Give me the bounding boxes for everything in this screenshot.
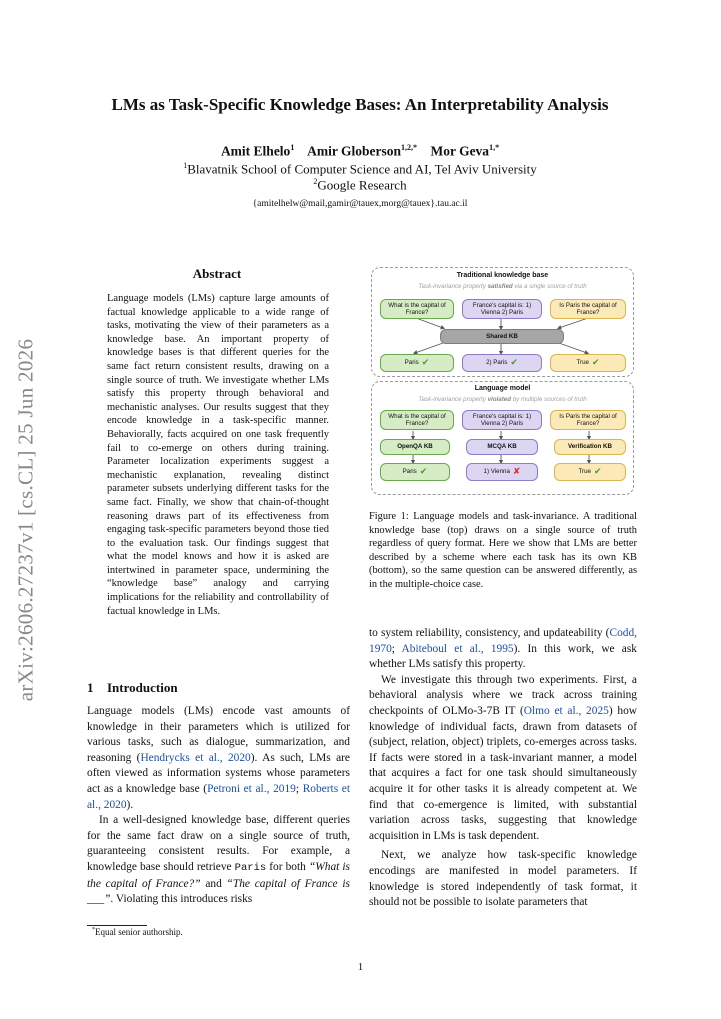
answer-box: True ✔	[550, 354, 626, 372]
mcqa-kb-box: MCQA KB	[466, 439, 538, 455]
author-emails: {amitelhelw@mail,gamir@tauex,morg@tauex}.tau.ac.il	[252, 199, 468, 209]
code-span: Paris	[234, 861, 267, 874]
shared-kb-box: Shared KB	[440, 329, 564, 344]
openqa-query-box: What is the capital of France?	[380, 410, 454, 430]
figure-caption: Figure 1: Language models and task-invariance. A traditional knowledge base (top) draws on a single source of truth regardless of query format. Here we show that LMs are better described by a scheme where each task has its own KB (bottom), so the same question can be answered differently, as in the multiple-choice case.	[369, 511, 637, 590]
author-affil-mark: 1,2,*	[400, 143, 417, 152]
paragraph: Language models (LMs) encode vast amounts of knowledge in their parameters which is utilized for various tasks, such as dialogue, summarization, and reasoning (Hendrycks et al., 2020). As such, LMs are often viewed as information systems whose parameters act as a knowledge base (Petroni et al., 2019; Roberts et al., 2020).	[87, 705, 350, 811]
citation-link[interactable]: Roberts et al., 2020	[87, 782, 350, 811]
check-icon: ✔	[421, 357, 430, 368]
abstract-heading: Abstract	[192, 266, 242, 281]
affiliation	[80, 161, 640, 177]
citation-link[interactable]: Codd, 1970	[369, 627, 637, 655]
check-icon: ✔	[593, 466, 602, 477]
author-name: Amit Elhelo	[220, 143, 291, 159]
footnote-rule	[87, 925, 147, 926]
answer-box: Paris ✔	[380, 463, 450, 481]
openqa-query-box: What is the capital of France?	[380, 299, 454, 319]
figure-1	[371, 267, 634, 495]
citation-link[interactable]: Abiteboul et al., 1995	[401, 642, 514, 655]
openqa-kb-box: OpenQA KB	[380, 439, 450, 455]
cross-icon: ✘	[512, 466, 521, 477]
answer-box: True ✔	[554, 463, 626, 481]
affil-mark: 1	[183, 161, 188, 170]
mcqa-query-box: France's capital is: 1) Vienna 2) Paris	[462, 410, 542, 430]
traditional-kb-panel	[371, 267, 634, 377]
citation-link[interactable]: Petroni et al., 2019	[207, 782, 296, 795]
footnote: *Equal senior authorship.	[92, 927, 183, 937]
author-list	[80, 143, 640, 160]
right-column-body	[369, 626, 637, 911]
affil-text: Google Research	[317, 177, 407, 193]
arxiv-stamp: arXiv:2606.27237v1 [cs.CL] 25 Jun 2026	[13, 338, 38, 702]
language-model-panel	[371, 381, 634, 495]
author-name: Mor Geva	[430, 143, 490, 159]
mcqa-query-box: France's capital is: 1) Vienna 2) Paris	[462, 299, 542, 319]
panel-subtitle: Task-invariance property violated by multiple sources of truth	[418, 396, 587, 403]
citation-link[interactable]: Hendrycks et al., 2020	[140, 751, 251, 764]
section-title: Introduction	[107, 680, 178, 695]
check-icon: ✔	[591, 357, 600, 368]
affiliation	[80, 177, 640, 193]
paper-title: LMs as Task-Specific Knowledge Bases: An Interpretability Analysis	[111, 95, 609, 114]
author-name: Amir Globerson	[307, 143, 401, 159]
affil-mark: 2	[313, 177, 318, 186]
verification-query-box: Is Paris the capital of France?	[550, 410, 626, 430]
answer-box: 2) Paris ✔	[462, 354, 542, 372]
panel-subtitle: Task-invariance property satisfied via a single source of truth	[418, 283, 587, 290]
answer-box: Paris ✔	[380, 354, 454, 372]
section-number: 1	[87, 680, 94, 695]
paragraph: to system reliability, consistency, and updateability (Codd, 1970; Abiteboul et al., 1995). In this work, we ask whether LMs satisfy this property.	[369, 627, 637, 671]
section-heading	[87, 680, 178, 696]
author-affil-mark: 1	[290, 143, 295, 152]
panel-title: Language model	[474, 385, 531, 392]
verification-query-box: Is Paris the capital of France?	[550, 299, 626, 319]
citation-link[interactable]: Olmo et al., 2025	[523, 704, 609, 717]
abstract-text: Language models (LMs) capture large amounts of factual knowledge applicable to a wide range of tasks, motivating the view of their parameters as a knowledge base. An important property of knowledge bases is that different queries for the same fact return consistent results, drawing on a single source of truth. We investigate whether LMs satisfy this property through behavioral and mechanistic analyses. Our results suggest that they encode knowledge in a task-specific manner. Behaviorally, facts acquired on one task frequently fail to co-emerge on others during training. Parameter localization experiments suggest a mechanistic explanation, revealing distinct parameter subsets underlying different tasks for the same fact. Finally, we show that chain-of-thought reasoning draws part of its effectiveness from engaging task-specific parameters beyond those tied to the evaluation task. Our findings suggest that what the model knows and how it is asked are intertwined in parameter space, undermining the “knowledge base” analogy and carrying implications for the reliability and controllability of factual knowledge in LMs.	[107, 293, 329, 617]
page-number: 1	[357, 961, 364, 973]
paragraph: We investigate this through two experiments. First, a behavioral analysis where we track across training checkpoints of OLMo-3-7B IT (Olmo et al., 2025) how knowledge of individual facts, drawn from datasets of (subject, relation, object) triplets, co-emerges across tasks. If facts were stored in a task-invariant manner, a model that acquires a fact for one task should simultaneously acquire it for other tasks it is already competent at. We find that co-emergence is limited, with substantial variation across tasks, suggesting that knowledge acquisition in LMs is task dependent.	[369, 673, 637, 842]
affil-text: Blavatnik School of Computer Science and AI, Tel Aviv University	[187, 161, 537, 177]
paragraph: In a well-designed knowledge base, different queries for the same fact draw on a single source of truth, guaranteeing consistent results. For example, a knowledge base should retrieve Paris for both “What is the capital of France?” and “The capital of France is ___”. Violating this introduces risks	[87, 814, 350, 906]
panel-title: Traditional knowledge base	[456, 272, 549, 279]
answer-box: 1) Vienna ✘	[466, 463, 538, 481]
check-icon: ✔	[419, 466, 428, 477]
author-affil-mark: 1,*	[489, 143, 500, 152]
check-icon: ✔	[510, 357, 518, 368]
paragraph: Next, we analyze how task-specific knowledge encodings are manifested in model parameters. If knowledge is stored independently of task format, it should not be possible to isolate parameters that	[369, 849, 637, 909]
left-column-body	[87, 704, 350, 908]
verification-kb-box: Verification KB	[554, 439, 626, 455]
